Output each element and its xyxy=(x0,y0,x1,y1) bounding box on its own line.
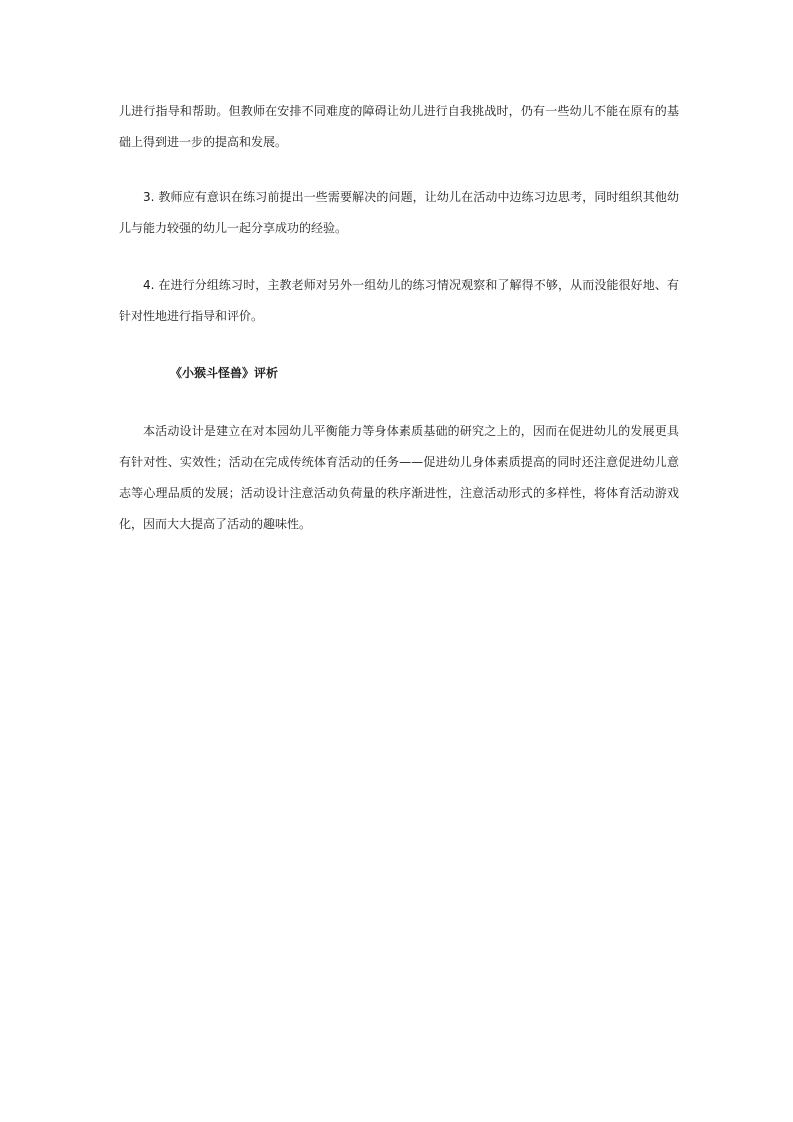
section-heading: 《小猴斗怪兽》评析 xyxy=(170,366,279,380)
paragraph-continuation: 儿进行指导和帮助。但教师在安排不同难度的障碍让幼儿进行自我挑战时，仍有一些幼儿不能在原有的基础上得到进一步的提高和发展。 xyxy=(119,104,679,149)
paragraph-point-4: 4. 在进行分组练习时，主教老师对另外一组幼儿的练习情况观察和了解得不够，从而没能很好地、有针对性地进行指导和评价。 xyxy=(119,278,679,323)
paragraph-evaluation: 本活动设计是建立在对本园幼儿平衡能力等身体素质基础的研究之上的，因而在促进幼儿的发展更具有针对性、实效性；活动在完成传统体育活动的任务——促进幼儿身体素质提高的同时还注意促进幼儿意志等心理品质的发展；活动设计注意活动负荷量的秩序渐进性，注意活动形式的多样性，将体育活动游戏化，因而大大提高了活动的趣味性。 xyxy=(119,424,679,531)
paragraph-point-3: 3. 教师应有意识在练习前提出一些需要解决的问题，让幼儿在活动中边练习边思考，同时组织其他幼儿与能力较强的幼儿一起分享成功的经验。 xyxy=(119,190,679,235)
